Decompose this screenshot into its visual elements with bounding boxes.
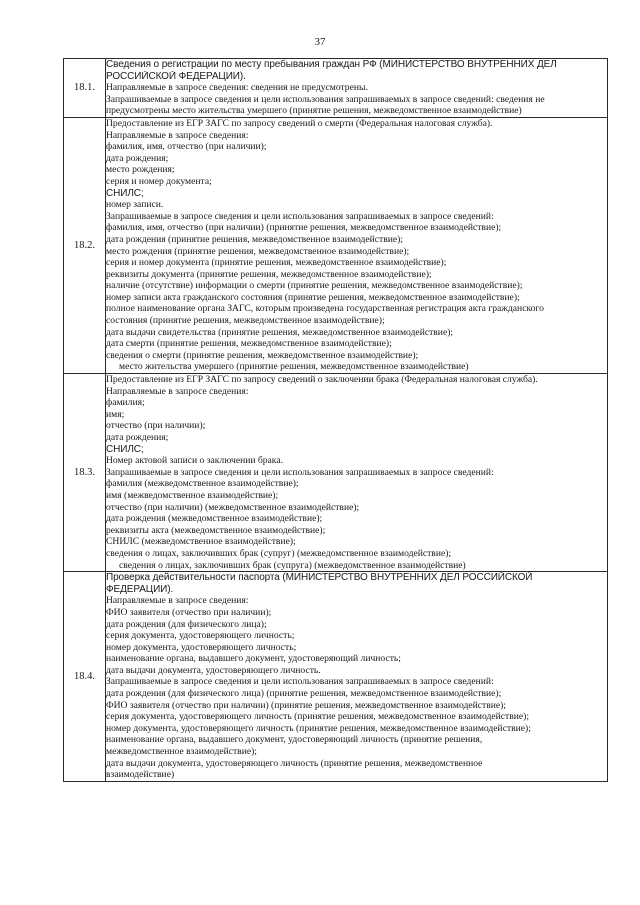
text-line: сведения о лицах, заключивших брак (супруг) (межведомственное взаимодействие); bbox=[106, 547, 452, 559]
row-content bbox=[106, 572, 608, 782]
services-table bbox=[63, 58, 608, 782]
text-line: ФИО заявителя (отчество при наличии) (принятие решения, межведомственное взаимодействие); bbox=[106, 699, 506, 711]
row-number: 18.4. bbox=[64, 572, 106, 782]
row-content bbox=[106, 59, 608, 118]
text-line: Запрашиваемые в запросе сведения и цели использования запрашиваемых в запросе сведений: bbox=[106, 676, 494, 688]
text-line: сведения о смерти (принятие решения, межведомственное взаимодействие); bbox=[106, 349, 419, 361]
table-row bbox=[64, 117, 608, 373]
text-line: предусмотрены место жительства умершего (принятие решения, межведомственное взаимодействие) bbox=[106, 105, 522, 117]
text-line: место рождения; bbox=[106, 164, 175, 176]
text-line: наличие (отсутствие) информации о смерти (принятие решения, межведомственное взаимодействие); bbox=[106, 280, 523, 292]
text-line: Запрашиваемые в запросе сведения и цели использования запрашиваемых в запросе сведений: bbox=[106, 210, 494, 222]
row-number: 18.1. bbox=[64, 59, 106, 118]
text-line: номер записи. bbox=[106, 199, 164, 211]
text-line: фамилия (межведомственное взаимодействие); bbox=[106, 478, 299, 490]
text-line: взаимодействие) bbox=[106, 769, 175, 781]
text-line: отчество (при наличии); bbox=[106, 420, 206, 432]
text-line: серия и номер документа; bbox=[106, 175, 212, 187]
text-line: Предоставление из ЕГР ЗАГС по запросу сведений о заключении брака (Федеральная налоговая служба). bbox=[106, 374, 538, 386]
text-line: СНИЛС; bbox=[106, 187, 144, 199]
text-line: дата рождения; bbox=[106, 432, 169, 443]
text-line: реквизиты акта (межведомственное взаимодействие); bbox=[106, 524, 326, 536]
text-line: полное наименование органа ЗАГС, которым произведена государственная регистрация акта гражданского bbox=[106, 303, 544, 315]
text-line: серия документа, удостоверяющего личность (принятие решения, межведомственное взаимодействие); bbox=[106, 711, 530, 723]
text-line: фамилия, имя, отчество (при наличии); bbox=[106, 141, 267, 153]
text-line: Направляемые в запросе сведения: bbox=[106, 385, 249, 397]
text-line: Номер актовой записи о заключении брака. bbox=[106, 455, 283, 467]
table-row bbox=[64, 59, 608, 118]
text-line: состояния (принятие решения, межведомственное взаимодействие); bbox=[106, 315, 385, 327]
text-line: фамилия, имя, отчество (при наличии) (принятие решения, межведомственное взаимодействие); bbox=[106, 222, 502, 234]
text-line: Запрашиваемые в запросе сведения и цели использования запрашиваемых в запросе сведений: сведения не bbox=[106, 93, 545, 105]
text-line: дата рождения; bbox=[106, 152, 169, 164]
row-number: 18.2. bbox=[64, 117, 106, 373]
text-line: дата рождения (межведомственное взаимодействие); bbox=[106, 513, 323, 525]
table-row bbox=[64, 572, 608, 782]
text-line: имя (межведомственное взаимодействие); bbox=[106, 489, 279, 501]
table-row bbox=[64, 374, 608, 572]
text-line: дата выдачи документа, удостоверяющего личность. bbox=[106, 664, 321, 676]
text-line: Направляемые в запросе сведения: bbox=[106, 129, 249, 141]
text-line: сведения о лицах, заключивших брак (супруга) (межведомственное взаимодействие) bbox=[119, 559, 466, 571]
text-line: место жительства умершего (принятие решения, межведомственное взаимодействие) bbox=[119, 361, 469, 373]
text-line: дата выдачи документа, удостоверяющего личность (принятие решения, межведомственное bbox=[106, 757, 483, 769]
text-line: дата рождения (для физического лица); bbox=[106, 618, 267, 630]
row-content bbox=[106, 374, 608, 572]
row-number: 18.3. bbox=[64, 374, 106, 572]
text-line: СНИЛС; bbox=[106, 443, 144, 455]
text-line: Сведения о регистрации по месту пребывания граждан РФ (МИНИСТЕРСТВО ВНУТРЕННИХ ДЕЛ bbox=[106, 59, 557, 70]
text-line: серия и номер документа (принятие решения, межведомственное взаимодействие); bbox=[106, 257, 447, 269]
text-line: серия документа, удостоверяющего личность; bbox=[106, 630, 295, 642]
text-line: ФЕДЕРАЦИИ). bbox=[106, 583, 174, 595]
text-line: дата рождения (для физического лица) (принятие решения, межведомственное взаимодействие); bbox=[106, 688, 502, 700]
text-line: дата рождения (принятие решения, межведомственное взаимодействие); bbox=[106, 233, 403, 245]
text-line: номер документа, удостоверяющего личность; bbox=[106, 641, 297, 653]
text-line: фамилия; bbox=[106, 397, 145, 409]
text-line: дата смерти (принятие решения, межведомственное взаимодействие); bbox=[106, 338, 392, 350]
text-line: Запрашиваемые в запросе сведения и цели использования запрашиваемых в запросе сведений: bbox=[106, 466, 494, 478]
text-line: дата выдачи свидетельства (принятие решения, межведомственное взаимодействие); bbox=[106, 326, 454, 338]
text-line: имя; bbox=[106, 408, 125, 420]
text-line: реквизиты документа (принятие решения, межведомственное взаимодействие); bbox=[106, 268, 432, 280]
row-content bbox=[106, 117, 608, 373]
text-line: Направляемые в запросе сведения: сведения не предусмотрены. bbox=[106, 82, 368, 94]
text-line: отчество (при наличии) (межведомственное взаимодействие); bbox=[106, 501, 360, 513]
text-line: наименование органа, выдавшего документ, удостоверяющий личность (принятие решения, bbox=[106, 734, 483, 746]
text-line: ФИО заявителя (отчество при наличии); bbox=[106, 606, 272, 618]
text-line: номер документа, удостоверяющего личность (принятие решения, межведомственное взаимодействие); bbox=[106, 722, 531, 734]
text-line: место рождения (принятие решения, межведомственное взаимодействие); bbox=[106, 245, 410, 257]
page-number: 37 bbox=[314, 36, 326, 48]
text-line: Направляемые в запросе сведения: bbox=[106, 595, 249, 607]
text-line: наименование органа, выдавшего документ, удостоверяющий личность; bbox=[106, 653, 401, 665]
text-line: Предоставление из ЕГР ЗАГС по запросу сведений о смерти (Федеральная налоговая служба). bbox=[106, 117, 493, 129]
text-line: Проверка действительности паспорта (МИНИСТЕРСТВО ВНУТРЕННИХ ДЕЛ РОССИЙСКОЙ bbox=[106, 572, 533, 584]
text-line: СНИЛС (межведомственное взаимодействие); bbox=[106, 536, 296, 548]
text-line: РОССИЙСКОЙ ФЕДЕРАЦИИ). bbox=[106, 70, 246, 82]
text-line: межведомственное взаимодействие); bbox=[106, 746, 257, 758]
text-line: номер записи акта гражданского состояния (принятие решения, межведомственное взаимодействие); bbox=[106, 291, 520, 303]
